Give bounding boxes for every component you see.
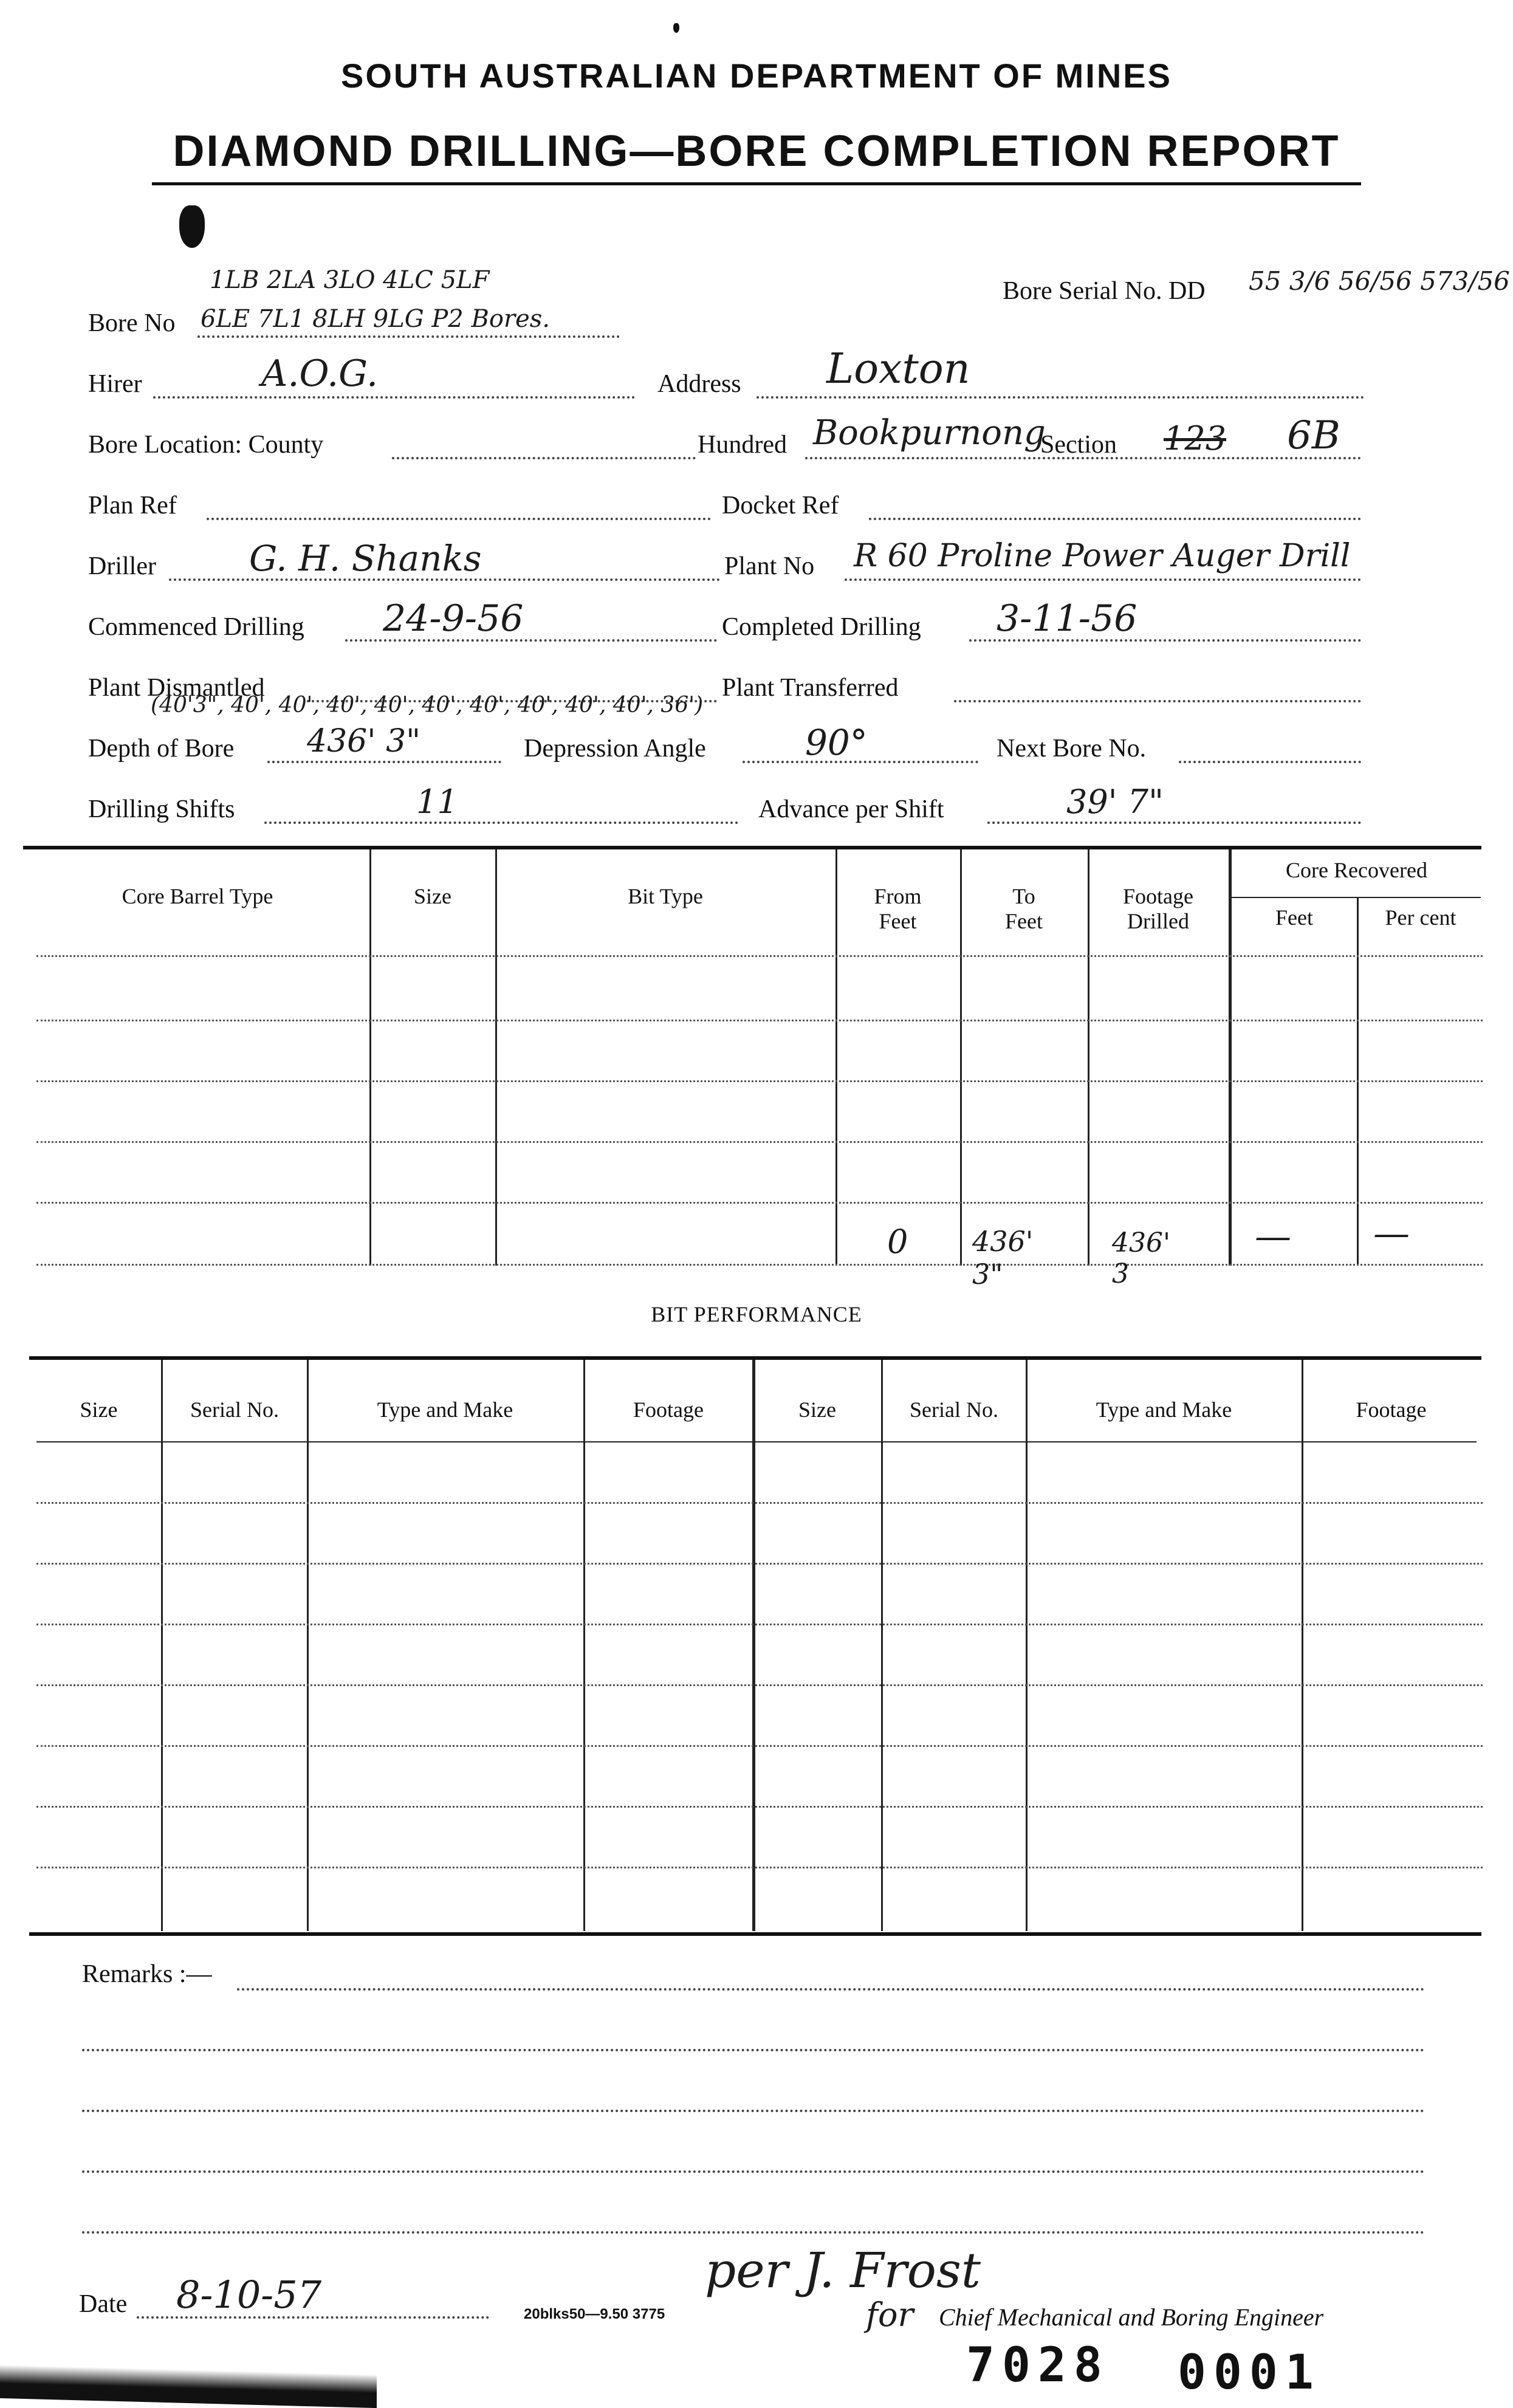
header-feet: Feet	[1275, 905, 1313, 930]
department-name: SOUTH AUSTRALIAN DEPARTMENT OF MINES	[341, 57, 1172, 95]
transferred-label: Plant Transferred	[722, 674, 899, 702]
address-label: Address	[657, 370, 741, 398]
advance-value: 39' 7"	[1066, 783, 1164, 821]
bit-header-size-2: Size	[798, 1398, 836, 1422]
bit-header-footage: Footage	[633, 1398, 704, 1422]
driller-value: G. H. Shanks	[249, 538, 482, 579]
depth-value: 436' 3"	[307, 723, 421, 760]
remarks-line	[82, 2170, 1425, 2173]
page-number: 0001	[1178, 2345, 1321, 2400]
bit-col-divider	[881, 1360, 883, 1931]
county-label: Bore Location: County	[88, 431, 324, 459]
shifts-label: Drilling Shifts	[88, 795, 235, 823]
bit-col-divider	[161, 1360, 163, 1931]
date-label: Date	[79, 2290, 128, 2318]
bit-col-divider	[307, 1360, 309, 1931]
edge-shadow	[0, 2365, 377, 2408]
address-value: Loxton	[826, 345, 970, 393]
bit-performance-title: BIT PERFORMANCE	[651, 1302, 862, 1326]
angle-value: 90°	[805, 722, 868, 763]
docket-ref-dots	[869, 518, 1361, 520]
bit-row-line	[36, 1563, 1483, 1565]
bore-serial-value: 55 3/6 56/56 573/56	[1249, 266, 1510, 296]
hirer-dots	[153, 396, 635, 399]
remarks-line	[82, 2110, 1425, 2112]
bit-header-type-and-make: Type and Make	[377, 1398, 513, 1422]
header-core-barrel-type: Core Barrel Type	[122, 884, 273, 908]
core-recovered-rule	[1232, 897, 1481, 898]
document-number: 7028	[966, 2338, 1110, 2393]
advance-label: Advance per Shift	[758, 795, 944, 823]
plan-ref-label: Plan Ref	[88, 492, 177, 520]
dismantled-label: Plant Dismantled	[88, 674, 265, 702]
report-title: DIAMOND DRILLING—BORE COMPLETION REPORT	[173, 127, 1340, 176]
bit-col-divider	[752, 1360, 755, 1931]
core-row-line	[36, 955, 1483, 957]
docket-ref-label: Docket Ref	[722, 492, 839, 520]
print-code: 20blks50—9.50 3775	[524, 2306, 665, 2322]
depth-label: Depth of Bore	[88, 735, 235, 763]
section-value: 6B	[1287, 413, 1340, 458]
plant-no-value: R 60 Proline Power Auger Drill	[854, 538, 1351, 574]
depth-breakdown: (40'3", 40', 40', 40', 40', 40', 40', 40', 40', 40', 36')	[151, 693, 704, 718]
bit-row-line	[36, 1624, 1483, 1625]
transferred-dots	[954, 700, 1361, 702]
bit-header-rule	[36, 1441, 1477, 1442]
bit-col-divider	[583, 1360, 585, 1931]
depth-dots	[267, 761, 501, 763]
core-footage-value: 436' 3	[1112, 1227, 1171, 1289]
header-size: Size	[414, 884, 451, 908]
plan-ref-dots	[207, 518, 711, 520]
plant-no-label: Plant No	[724, 552, 815, 580]
core-feet-value: —	[1255, 1215, 1291, 1258]
next-bore-label: Next Bore No.	[997, 735, 1147, 763]
bore-no-value: 6LE 7L1 8LH 9LG P2 Bores.	[201, 305, 550, 333]
completed-value: 3-11-56	[997, 597, 1137, 640]
title-underline	[152, 182, 1361, 185]
hundred-value: Bookpurnong	[813, 413, 1046, 453]
core-row-line	[36, 1202, 1483, 1204]
bit-table-bottom-rule	[29, 1932, 1481, 1936]
commenced-label: Commenced Drilling	[88, 613, 304, 641]
remarks-line	[82, 2231, 1425, 2234]
core-percent-value: —	[1373, 1212, 1410, 1255]
hirer-value: A.O.G.	[261, 352, 379, 395]
bit-table-top-rule	[29, 1356, 1481, 1360]
shifts-value: 11	[416, 783, 458, 821]
next-bore-dots	[1179, 761, 1361, 763]
signature: per J. Frost	[705, 2242, 981, 2299]
bit-col-divider	[1026, 1360, 1028, 1931]
core-row-line	[36, 1264, 1483, 1266]
punch-hole-mark	[179, 205, 205, 248]
signer-title: Chief Mechanical and Boring Engineer	[939, 2303, 1324, 2331]
core-to-value: 436' 3"	[972, 1225, 1034, 1291]
bit-col-divider	[1302, 1360, 1303, 1931]
angle-label: Depression Angle	[524, 735, 706, 763]
advance-dots	[987, 822, 1361, 824]
bore-no-dots	[197, 335, 620, 338]
bit-row-line	[36, 1745, 1483, 1747]
signature-for: for	[866, 2296, 914, 2334]
remarks-line	[82, 2049, 1425, 2051]
core-table-top-rule	[23, 846, 1481, 849]
header-core-recovered: Core Recovered	[1286, 858, 1427, 882]
address-dots	[756, 396, 1364, 399]
core-row-line	[36, 1080, 1483, 1082]
bit-header-footage-2: Footage	[1356, 1398, 1427, 1422]
bit-header-serial-no-2: Serial No.	[910, 1398, 998, 1422]
core-row-line	[36, 1020, 1483, 1021]
section-struck: 123	[1164, 419, 1227, 458]
driller-label: Driller	[88, 552, 156, 580]
plant-no-dots	[845, 578, 1361, 581]
header-footage-drilled: Footage Drilled	[1123, 884, 1193, 934]
bit-row-line	[36, 1867, 1483, 1868]
commenced-value: 24-9-56	[383, 597, 524, 640]
hundred-label: Hundred	[698, 431, 787, 459]
remarks-label: Remarks :—	[82, 1960, 212, 1988]
county-dots	[392, 457, 696, 459]
scan-speck	[673, 23, 679, 33]
bit-header-type-and-make-2: Type and Make	[1096, 1398, 1232, 1422]
bore-no-label: Bore No	[88, 309, 176, 337]
bore-no-annotation: 1LB 2LA 3LO 4LC 5LF	[210, 266, 490, 294]
completed-label: Completed Drilling	[722, 613, 921, 641]
header-per-cent: Per cent	[1385, 905, 1456, 930]
hirer-label: Hirer	[88, 370, 142, 398]
header-from-feet: From Feet	[874, 884, 922, 934]
shifts-dots	[264, 822, 738, 824]
remarks-line	[237, 1988, 1425, 1991]
bit-header-size: Size	[80, 1398, 118, 1422]
bit-row-line	[36, 1684, 1483, 1686]
bore-serial-label: Bore Serial No. DD	[1003, 277, 1206, 305]
header-bit-type: Bit Type	[628, 884, 703, 908]
date-value: 8-10-57	[176, 2273, 322, 2317]
section-label: Section	[1040, 431, 1117, 459]
header-to-feet: To Feet	[1005, 884, 1043, 934]
core-from-value: 0	[887, 1223, 908, 1261]
bit-header-serial-no: Serial No.	[190, 1398, 279, 1422]
core-row-line	[36, 1141, 1483, 1143]
bit-row-line	[36, 1806, 1483, 1808]
bit-row-line	[36, 1502, 1483, 1504]
